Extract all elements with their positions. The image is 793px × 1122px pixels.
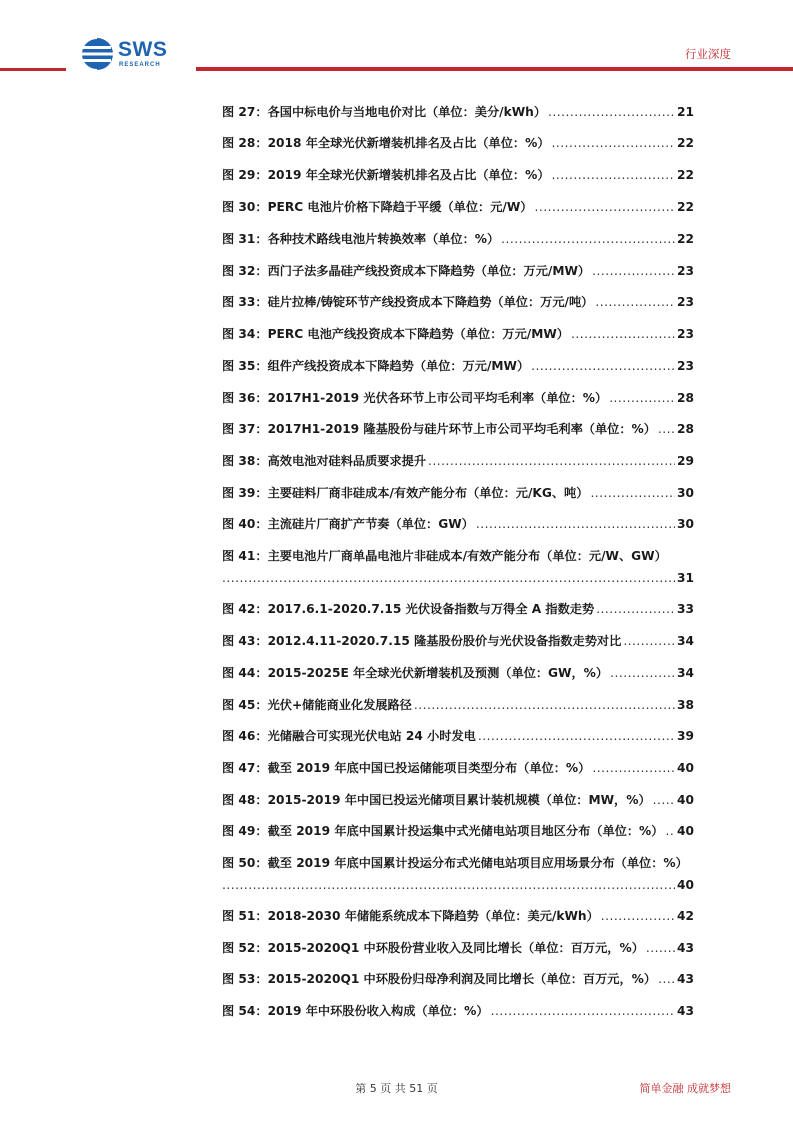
page-number: 第 5 页 共 51 页 — [355, 1082, 438, 1095]
toc-entry-label: 图 30：PERC 电池片价格下降趋于平缓（单位：元/W） — [222, 200, 533, 214]
page-header — [0, 0, 793, 80]
toc-entry-page: 22 — [677, 200, 694, 214]
toc-entry-page: 23 — [677, 327, 694, 341]
toc-entry-page: 40 — [677, 761, 694, 775]
toc-entry-page: 33 — [677, 602, 694, 616]
toc-entry-page: 28 — [677, 391, 694, 405]
leader-dots — [552, 133, 676, 153]
leader-dots — [535, 197, 676, 217]
toc-entry-label: 图 37：2017H1-2019 隆基股份与硅片环节上市公司平均毛利率（单位：%） — [222, 422, 656, 436]
toc-entry[interactable] — [222, 631, 694, 651]
leader-dots — [595, 292, 675, 312]
toc-entry[interactable] — [222, 451, 694, 471]
toc-entry[interactable] — [222, 969, 694, 989]
toc-entry-continuation[interactable] — [222, 568, 694, 588]
header-rule — [196, 67, 793, 71]
toc-entry-page: 38 — [677, 698, 694, 712]
toc-entry[interactable] — [222, 790, 694, 810]
toc-entry[interactable] — [222, 695, 694, 715]
toc-entry[interactable] — [222, 1001, 694, 1021]
leader-dots — [414, 695, 675, 715]
leader-dots — [428, 451, 675, 471]
toc-entry-page: 34 — [677, 634, 694, 648]
toc-entry[interactable] — [222, 133, 694, 153]
leader-dots — [590, 483, 675, 503]
toc-entry-label: 图 54：2019 年中环股份收入构成（单位：%） — [222, 1004, 489, 1018]
leader-dots — [501, 229, 675, 249]
toc-entry-label: 图 51：2018-2030 年储能系统成本下降趋势（单位：美元/kWh） — [222, 909, 599, 923]
toc-entry-label: 图 42：2017.6.1-2020.7.15 光伏设备指数与万得全 A 指数走势 — [222, 602, 595, 616]
toc-entry-page: 39 — [677, 729, 694, 743]
toc-entry[interactable] — [222, 388, 694, 408]
toc-entry[interactable] — [222, 821, 694, 841]
toc-entry[interactable] — [222, 165, 694, 185]
report-type-label: 行业深度 — [685, 47, 731, 61]
toc-entry-page: 30 — [677, 486, 694, 500]
toc-entry-page: 22 — [677, 232, 694, 246]
toc-entry-label: 图 27：各国中标电价与当地电价对比（单位：美分/kWh） — [222, 105, 547, 119]
toc-entry-page: 23 — [677, 264, 694, 278]
leader-dots — [548, 102, 675, 122]
leader-dots — [478, 726, 675, 746]
leader-dots — [571, 324, 675, 344]
toc-entry-label: 图 49：截至 2019 年底中国累计投运集中式光储电站项目地区分布（单位：%） — [222, 824, 664, 838]
leader-dots — [592, 261, 675, 281]
toc-entry[interactable] — [222, 853, 694, 873]
leader-dots — [665, 821, 675, 841]
toc-entry-label: 图 43：2012.4.11-2020.7.15 隆基股份股价与光伏设备指数走势对比 — [222, 634, 622, 648]
toc-entry-label: 图 36：2017H1-2019 光伏各环节上市公司平均毛利率（单位：%） — [222, 391, 608, 405]
toc-entry[interactable] — [222, 356, 694, 376]
toc-entry-label: 图 32：西门子法多晶硅产线投资成本下降趋势（单位：万元/MW） — [222, 264, 591, 278]
footer-slogan: 简单金融 成就梦想 — [639, 1082, 731, 1095]
toc-entry-page: 30 — [677, 517, 694, 531]
toc-entry-label: 图 44：2015-2025E 年全球光伏新增装机及预测（单位：GW，%） — [222, 666, 609, 680]
toc-entry[interactable] — [222, 758, 694, 778]
toc-entry-label: 图 39：主要硅料厂商非硅成本/有效产能分布（单位：元/KG、吨） — [222, 486, 589, 500]
leader-dots — [531, 356, 675, 376]
leader-dots — [610, 663, 675, 683]
toc-entry-label: 图 41：主要电池片厂商单晶电池片非硅成本/有效产能分布（单位：元/W、GW） — [222, 549, 667, 563]
toc-entry[interactable] — [222, 419, 694, 439]
toc-entry-page: 31 — [677, 571, 694, 585]
toc-entry[interactable] — [222, 938, 694, 958]
toc-entry-page: 43 — [677, 941, 694, 955]
toc-entry-label: 图 47：截至 2019 年底中国已投运储能项目类型分布（单位：%） — [222, 761, 591, 775]
globe-icon — [80, 37, 114, 71]
toc-entry[interactable] — [222, 514, 694, 534]
leader-dots — [222, 568, 677, 588]
toc-entry-label: 图 40：主流硅片厂商扩产节奏（单位：GW） — [222, 517, 474, 531]
toc-entry[interactable] — [222, 324, 694, 344]
toc-entry[interactable] — [222, 599, 694, 619]
toc-entry-label: 图 31：各种技术路线电池片转换效率（单位：%） — [222, 232, 500, 246]
leader-dots — [592, 758, 675, 778]
toc-entry-page: 40 — [677, 878, 694, 892]
leader-dots — [552, 165, 676, 185]
leader-dots — [646, 938, 675, 958]
toc-entry-page: 22 — [677, 168, 694, 182]
toc-entry-page: 42 — [677, 909, 694, 923]
header-rule-left — [0, 68, 66, 71]
toc-entry-page: 43 — [677, 972, 694, 986]
toc-entry-label: 图 35：组件产线投资成本下降趋势（单位：万元/MW） — [222, 359, 530, 373]
leader-dots — [596, 599, 675, 619]
leader-dots — [491, 1001, 675, 1021]
leader-dots — [601, 906, 675, 926]
toc-entry-page: 40 — [677, 793, 694, 807]
toc-entry-page: 23 — [677, 359, 694, 373]
toc-entry-page: 34 — [677, 666, 694, 680]
toc-entry[interactable] — [222, 906, 694, 926]
toc-entry[interactable] — [222, 663, 694, 683]
toc-entry-label: 图 38：高效电池对硅料品质要求提升 — [222, 454, 427, 468]
leader-dots — [476, 514, 675, 534]
toc-entry-label: 图 29：2019 年全球光伏新增装机排名及占比（单位：%） — [222, 168, 550, 182]
toc-entry-page: 22 — [677, 136, 694, 150]
toc-entry[interactable] — [222, 102, 694, 122]
toc-entry-page: 43 — [677, 1004, 694, 1018]
toc-entry-label: 图 52：2015-2020Q1 中环股份营业收入及同比增长（单位：百万元，%） — [222, 941, 644, 955]
sws-logo — [80, 34, 167, 74]
toc-entry[interactable] — [222, 261, 694, 281]
leader-dots — [222, 875, 677, 895]
toc-entry-continuation[interactable] — [222, 875, 694, 895]
toc-entry-label: 图 48：2015-2019 年中国已投运光储项目累计装机规模（单位：MW，%） — [222, 793, 651, 807]
toc-entry[interactable] — [222, 197, 694, 217]
toc-entry-label: 图 53：2015-2020Q1 中环股份归母净利润及同比增长（单位：百万元，%） — [222, 972, 657, 986]
logo-subtitle: RESEARCH — [119, 62, 161, 68]
toc-entry-label: 图 28：2018 年全球光伏新增装机排名及占比（单位：%） — [222, 136, 550, 150]
toc-entry-page: 23 — [677, 295, 694, 309]
toc-entry-page: 21 — [677, 105, 694, 119]
toc-entry[interactable] — [222, 726, 694, 746]
leader-dots — [609, 388, 675, 408]
toc-entry-page: 29 — [677, 454, 694, 468]
toc-entry-label: 图 34：PERC 电池产线投资成本下降趋势（单位：万元/MW） — [222, 327, 569, 341]
leader-dots — [623, 631, 675, 651]
logo-wordmark: SWS — [118, 38, 168, 61]
toc-entry-label: 图 45：光伏+储能商业化发展路径 — [222, 698, 412, 712]
leader-dots — [658, 419, 675, 439]
toc-entry[interactable] — [222, 229, 694, 249]
toc-entry-label: 图 33：硅片拉棒/铸锭环节产线投资成本下降趋势（单位：万元/吨） — [222, 295, 594, 309]
leader-dots — [653, 790, 675, 810]
toc-entry-label: 图 50：截至 2019 年底中国累计投运分布式光储电站项目应用场景分布（单位：%） — [222, 856, 688, 870]
toc-entry[interactable] — [222, 546, 694, 566]
leader-dots — [658, 969, 675, 989]
toc-entry-page: 40 — [677, 824, 694, 838]
toc-entry[interactable] — [222, 483, 694, 503]
toc-entry-page: 28 — [677, 422, 694, 436]
toc-entry-label: 图 46：光储融合可实现光伏电站 24 小时发电 — [222, 729, 476, 743]
toc-entry[interactable] — [222, 292, 694, 312]
